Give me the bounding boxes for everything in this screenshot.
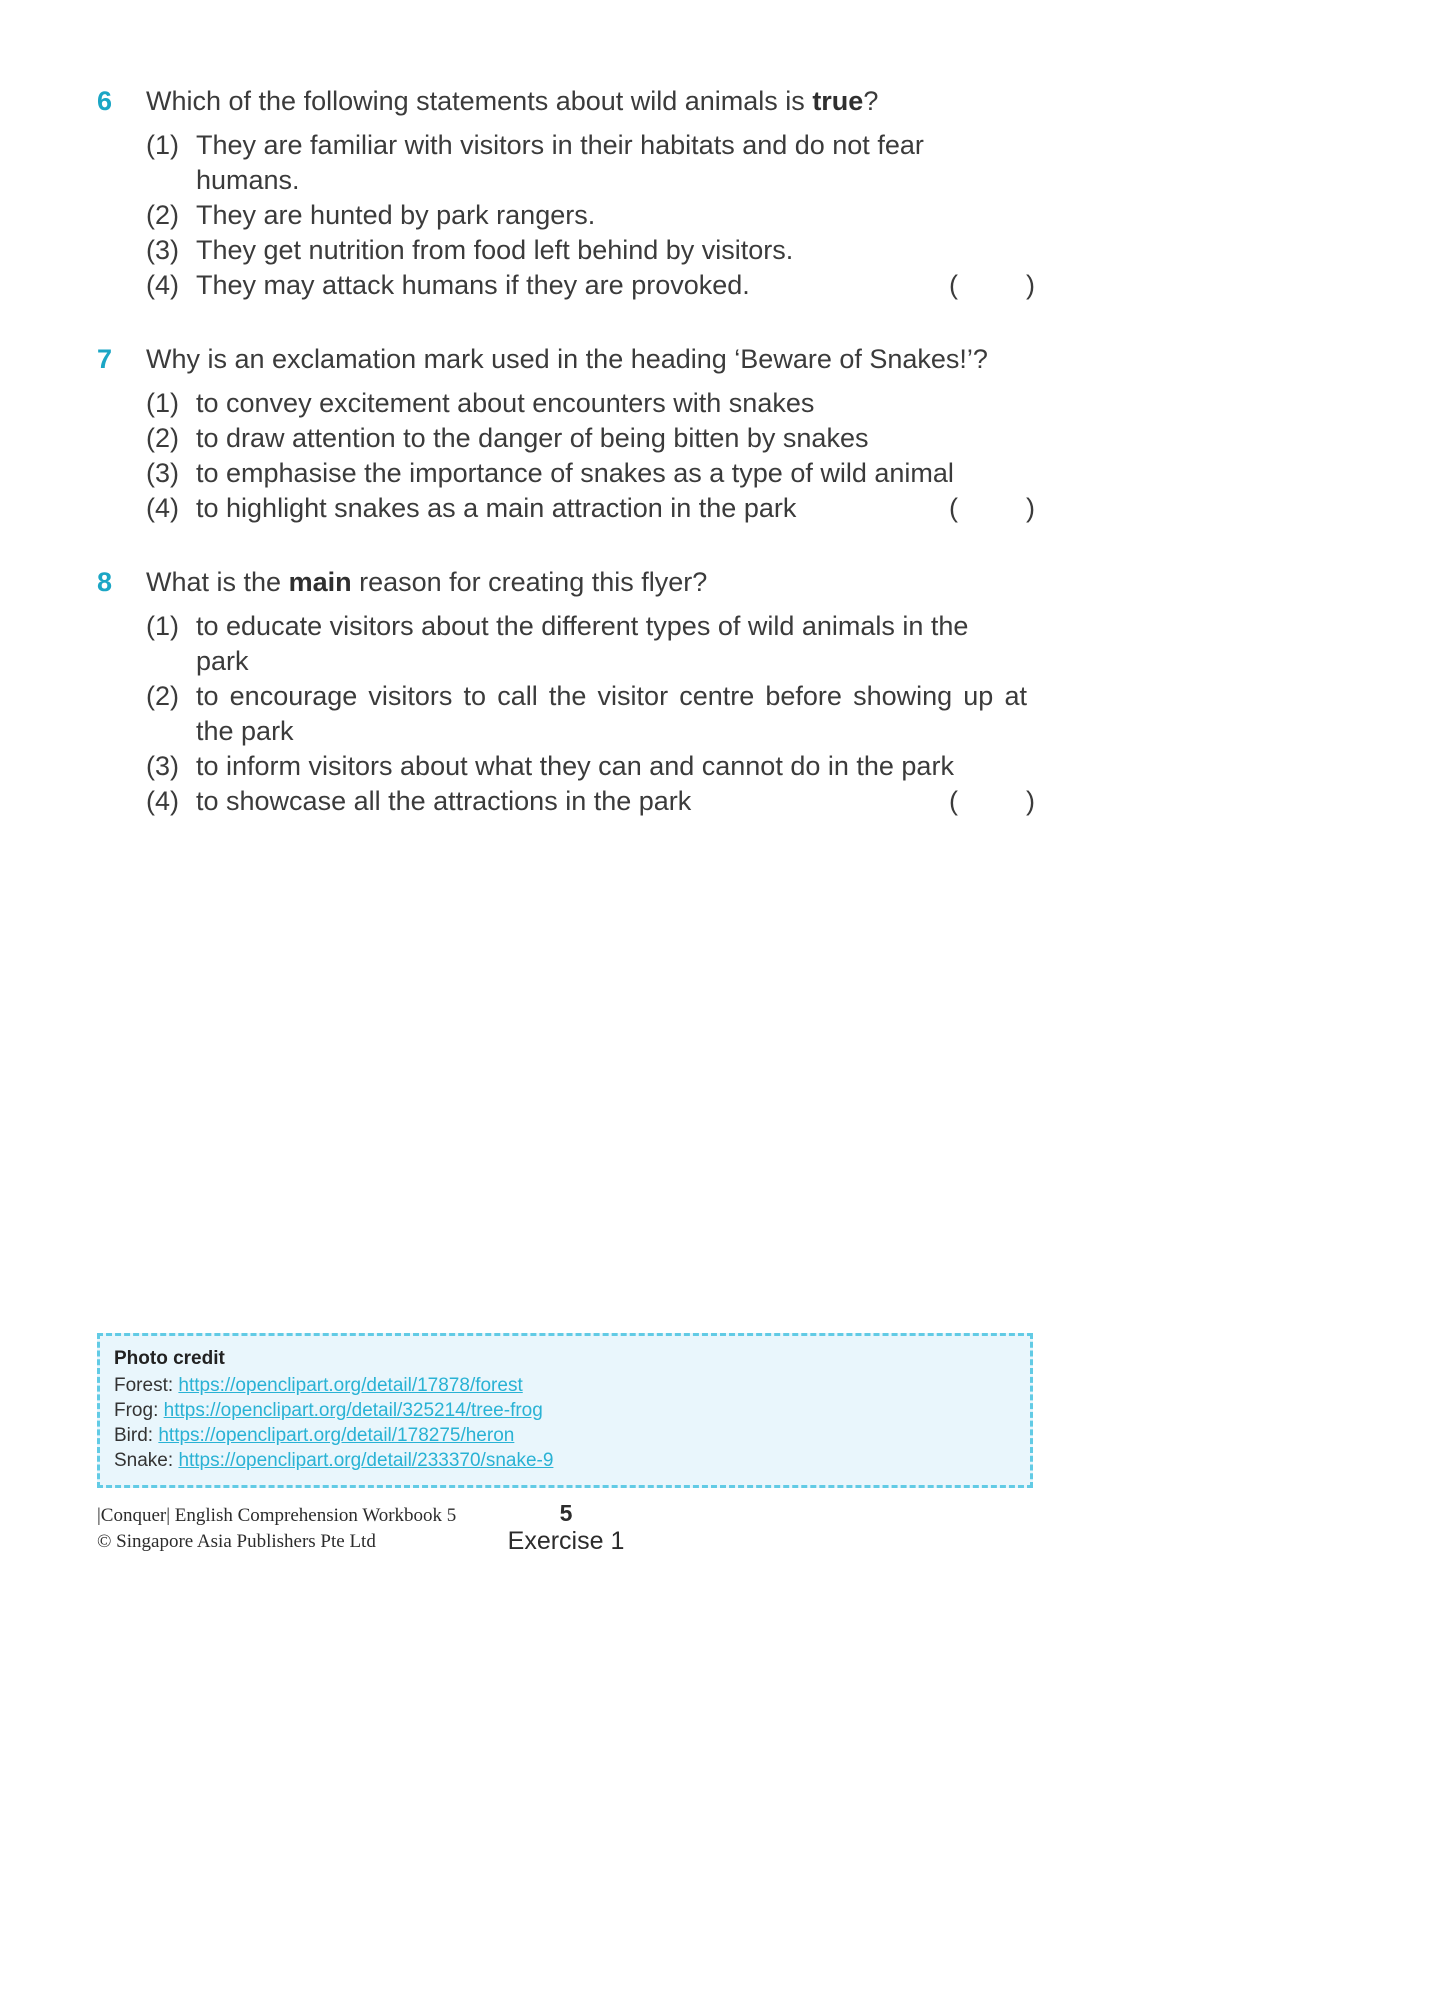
photo-credit-link-forest[interactable]: https://openclipart.org/detail/17878/forest bbox=[178, 1375, 523, 1396]
photo-credit-row-frog bbox=[114, 1398, 1016, 1423]
option-4 bbox=[146, 268, 1035, 303]
question-text bbox=[146, 342, 1035, 377]
question-8-heading bbox=[97, 565, 1035, 600]
photo-credit-label: Frog: bbox=[114, 1400, 164, 1421]
option-number: (2) bbox=[146, 200, 179, 230]
question-text bbox=[146, 565, 1035, 600]
option-1 bbox=[146, 386, 1035, 421]
option-1 bbox=[146, 609, 1035, 679]
question-text-prefix: Why is an exclamation mark used in the heading ‘Beware of Snakes!’? bbox=[146, 344, 988, 374]
question-number: 8 bbox=[97, 567, 113, 597]
question-text-prefix: Which of the following statements about wild animals is bbox=[146, 86, 813, 116]
footer-imprint bbox=[97, 1503, 456, 1555]
bracket-open: ( bbox=[949, 493, 958, 523]
answer-bracket[interactable] bbox=[949, 491, 1035, 526]
options-list bbox=[97, 609, 1035, 819]
option-number: (1) bbox=[146, 130, 179, 160]
question-text bbox=[146, 84, 1035, 119]
option-4 bbox=[146, 784, 1035, 819]
photo-credit-row-snake bbox=[114, 1448, 1016, 1473]
page-number: 5 bbox=[559, 1500, 573, 1526]
photo-credit-label: Bird: bbox=[114, 1425, 159, 1446]
bracket-open: ( bbox=[949, 786, 958, 816]
bracket-close: ) bbox=[1026, 493, 1035, 523]
question-7-heading bbox=[97, 342, 1035, 377]
photo-credit-link-frog[interactable]: https://openclipart.org/detail/325214/tree-frog bbox=[163, 1400, 543, 1421]
option-text: to emphasise the importance of snakes as a type of wild animal bbox=[196, 458, 954, 488]
option-2 bbox=[146, 421, 1035, 456]
photo-credit-row-bird bbox=[114, 1423, 1016, 1448]
option-text: to highlight snakes as a main attraction in the park bbox=[196, 493, 797, 523]
option-number: (4) bbox=[146, 493, 179, 523]
question-number: 6 bbox=[97, 86, 113, 116]
photo-credit-row-forest bbox=[114, 1373, 1016, 1398]
question-text-suffix: ? bbox=[863, 86, 879, 116]
photo-credit-link-bird[interactable]: https://openclipart.org/detail/178275/heron bbox=[158, 1425, 515, 1446]
options-list bbox=[97, 386, 1035, 526]
question-7 bbox=[97, 342, 1035, 526]
option-2 bbox=[146, 198, 1035, 233]
option-text: They are hunted by park rangers. bbox=[196, 200, 596, 230]
question-6-heading bbox=[97, 84, 1035, 119]
photo-credit-title: Photo credit bbox=[114, 1348, 225, 1369]
option-number: (2) bbox=[146, 681, 179, 711]
option-text: to encourage visitors to call the visitor centre before showing up at the park bbox=[196, 681, 1027, 746]
question-text-suffix: reason for creating this flyer? bbox=[351, 567, 708, 597]
option-number: (4) bbox=[146, 786, 179, 816]
answer-bracket[interactable] bbox=[949, 268, 1035, 303]
question-number: 7 bbox=[97, 344, 113, 374]
option-number: (3) bbox=[146, 458, 179, 488]
bracket-close: ) bbox=[1026, 786, 1035, 816]
photo-credit-box bbox=[97, 1333, 1033, 1488]
option-3 bbox=[146, 749, 1035, 784]
bracket-close: ) bbox=[1026, 270, 1035, 300]
option-number: (3) bbox=[146, 751, 179, 781]
answer-bracket[interactable] bbox=[949, 784, 1035, 819]
option-number: (3) bbox=[146, 235, 179, 265]
option-text: to showcase all the attractions in the park bbox=[196, 786, 692, 816]
option-number: (1) bbox=[146, 611, 179, 641]
question-6 bbox=[97, 84, 1035, 303]
option-text: to inform visitors about what they can and cannot do in the park bbox=[196, 751, 954, 781]
option-text: They may attack humans if they are provoked. bbox=[196, 270, 750, 300]
options-list bbox=[97, 128, 1035, 303]
imprint-line-2: © Singapore Asia Publishers Pte Ltd bbox=[97, 1531, 376, 1552]
option-3 bbox=[146, 233, 1035, 268]
question-text-bold: main bbox=[288, 567, 352, 597]
question-text-prefix: What is the bbox=[146, 567, 289, 597]
bracket-open: ( bbox=[949, 270, 958, 300]
option-text: They get nutrition from food left behind by visitors. bbox=[196, 235, 794, 265]
question-area bbox=[97, 84, 1035, 858]
photo-credit-label: Forest: bbox=[114, 1375, 179, 1396]
option-number: (2) bbox=[146, 423, 179, 453]
option-3 bbox=[146, 456, 1035, 491]
photo-credit-link-snake[interactable]: https://openclipart.org/detail/233370/snake-9 bbox=[178, 1450, 554, 1471]
option-number: (4) bbox=[146, 270, 179, 300]
option-text: to convey excitement about encounters with snakes bbox=[196, 388, 815, 418]
question-8 bbox=[97, 565, 1035, 819]
exercise-label: Exercise 1 bbox=[507, 1527, 625, 1555]
imprint-line-1: |Conquer| English Comprehension Workbook 5 bbox=[97, 1505, 457, 1526]
option-2 bbox=[146, 679, 1035, 749]
option-1 bbox=[146, 128, 1035, 198]
option-text: to educate visitors about the different types of wild animals in the park bbox=[196, 611, 969, 676]
question-text-bold: true bbox=[812, 86, 864, 116]
option-text: to draw attention to the danger of being bitten by snakes bbox=[196, 423, 869, 453]
option-4 bbox=[146, 491, 1035, 526]
photo-credit-label: Snake: bbox=[114, 1450, 179, 1471]
option-number: (1) bbox=[146, 388, 179, 418]
option-text: They are familiar with visitors in their habitats and do not fear humans. bbox=[196, 130, 924, 195]
